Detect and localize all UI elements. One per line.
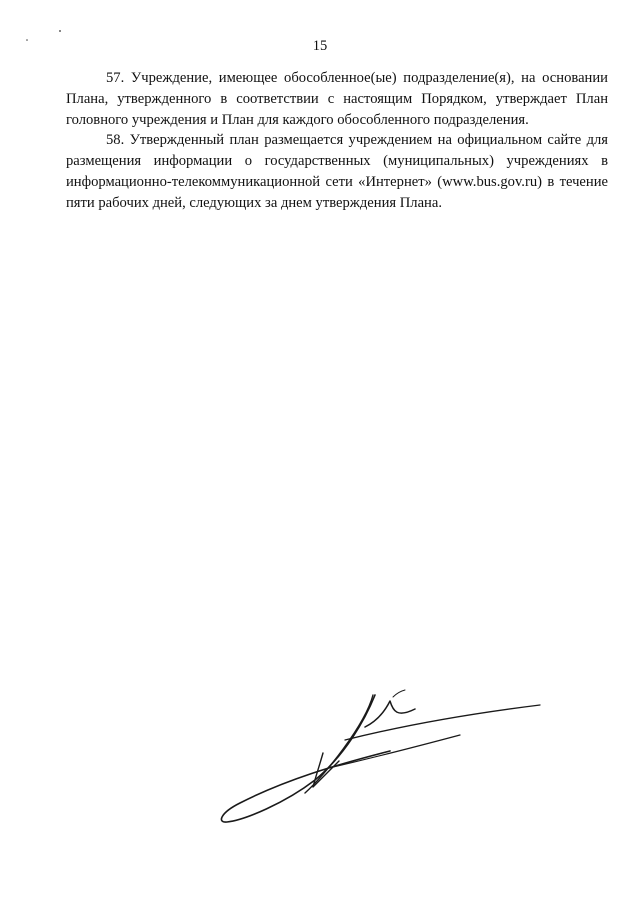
paragraph-58: 58. Утвержденный план размещается учреждением на официальном сайте для размещения информации о государственных (муниципальных) учреждениях в информационно-телекоммуникационной сети «Интернет» (www.bus.gov.ru) в течение пяти рабочих дней, следующих за днем утверждения Плана. bbox=[66, 132, 608, 211]
page-number: 15 bbox=[312, 38, 328, 54]
paragraph-57: 57. Учреждение, имеющее обособленное(ые) подразделение(я), на основании Плана, утвержденного в соответствии с настоящим Порядком, утверждает План головного учреждения и План для каждого обособленного подразделения. bbox=[66, 70, 608, 128]
handwritten-signature bbox=[215, 685, 550, 835]
document-body bbox=[66, 68, 608, 214]
